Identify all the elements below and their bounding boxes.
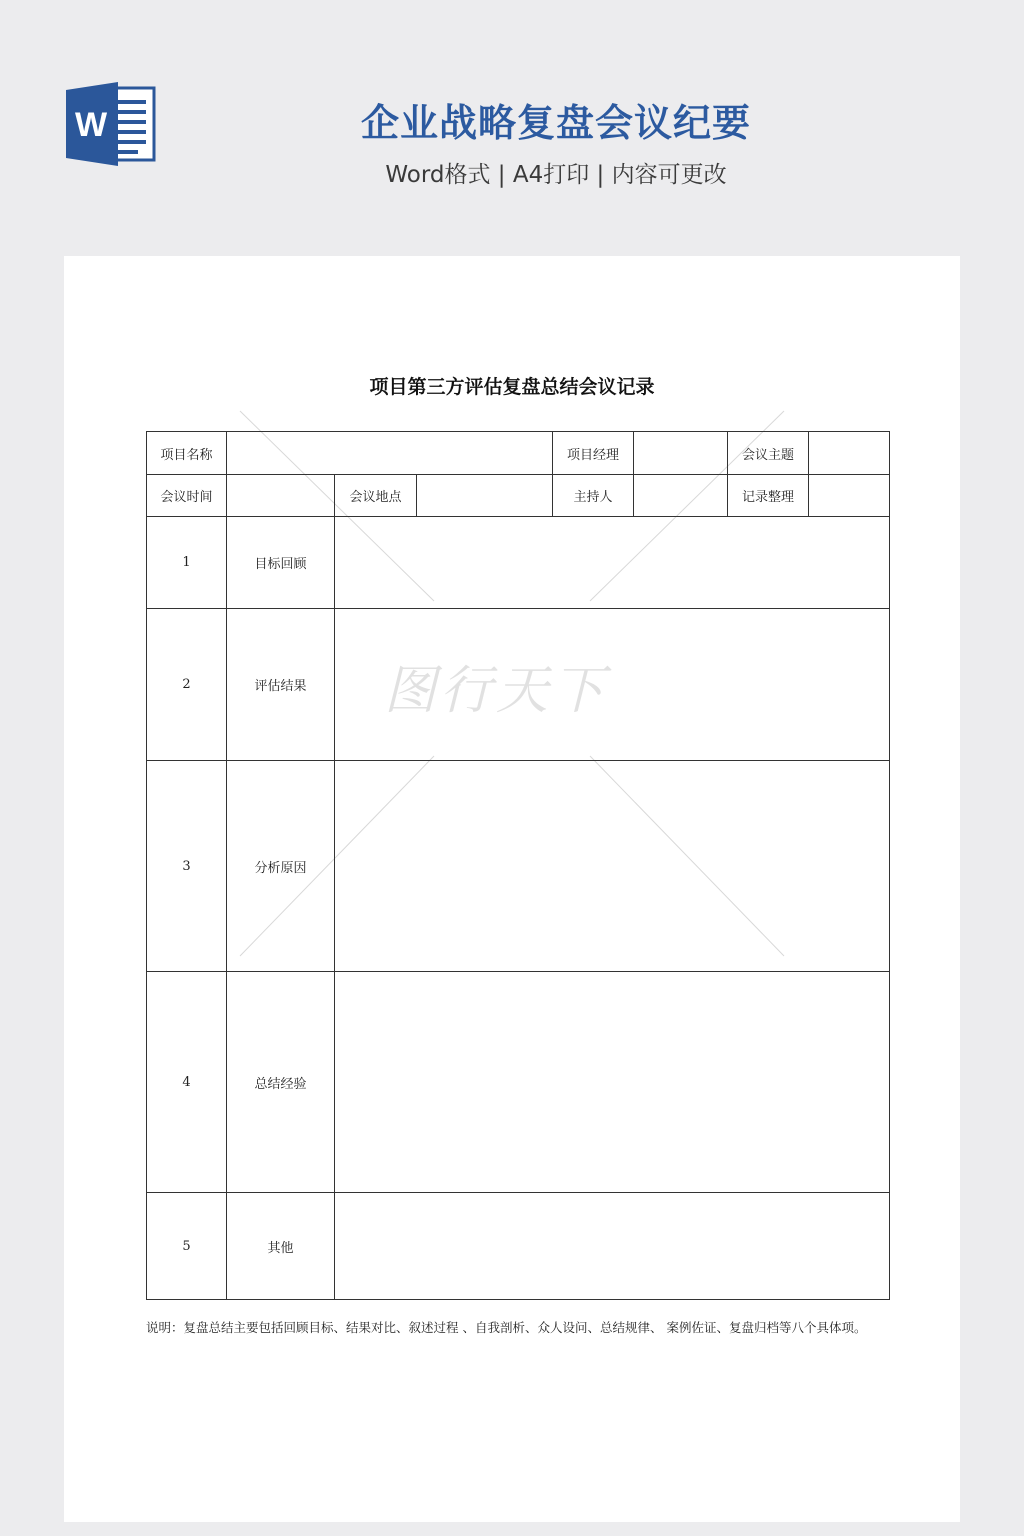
item-number: 4: [147, 972, 227, 1193]
item-content-field[interactable]: [335, 972, 890, 1193]
item-content-field[interactable]: [335, 517, 890, 609]
document-note: 说明：复盘总结主要包括回顾目标、结果对比、叙述过程 、自我剖析、众人设问、总结规律、 案例佐证、复盘归档等八个具体项。: [146, 1320, 867, 1335]
host-label: 主持人: [553, 475, 634, 517]
item-content-field[interactable]: [335, 1193, 890, 1300]
project-name-field[interactable]: [227, 432, 553, 475]
item-label: 其他: [227, 1193, 335, 1300]
banner-header: [0, 0, 1024, 250]
topic-label: 会议主题: [728, 432, 809, 475]
word-document-icon: [64, 82, 156, 166]
watermark-text: 图行天下: [384, 661, 609, 721]
banner-title: 企业战略复盘会议纪要: [360, 101, 751, 145]
item-number: 5: [147, 1193, 227, 1300]
item-label: 总结经验: [227, 972, 335, 1193]
host-field[interactable]: [634, 475, 728, 517]
item-label: 目标回顾: [227, 517, 335, 609]
banner-subtitle: Word格式 | A4打印 | 内容可更改: [385, 162, 727, 188]
item-number: 2: [147, 609, 227, 761]
location-label: 会议地点: [335, 475, 417, 517]
time-field[interactable]: [227, 475, 335, 517]
document-title: 项目第三方评估复盘总结会议记录: [369, 376, 655, 398]
project-name-label: 项目名称: [147, 432, 227, 475]
item-label: 评估结果: [227, 609, 335, 761]
manager-field[interactable]: [634, 432, 728, 475]
time-label: 会议时间: [147, 475, 227, 517]
manager-label: 项目经理: [553, 432, 634, 475]
item-row: [147, 517, 890, 609]
location-field[interactable]: [417, 475, 553, 517]
item-number: 1: [147, 517, 227, 609]
recorder-field[interactable]: [809, 475, 890, 517]
item-content-field[interactable]: [335, 761, 890, 972]
item-label: 分析原因: [227, 761, 335, 972]
item-row: [147, 1193, 890, 1300]
document-page: [64, 256, 960, 1522]
logo-letter: W: [74, 106, 108, 144]
item-row: [147, 972, 890, 1193]
header-row-2: [147, 475, 890, 517]
meeting-record-table: [146, 431, 890, 1300]
item-number: 3: [147, 761, 227, 972]
recorder-label: 记录整理: [728, 475, 809, 517]
topic-field[interactable]: [809, 432, 890, 475]
item-row: [147, 761, 890, 972]
header-row-1: [147, 432, 890, 475]
